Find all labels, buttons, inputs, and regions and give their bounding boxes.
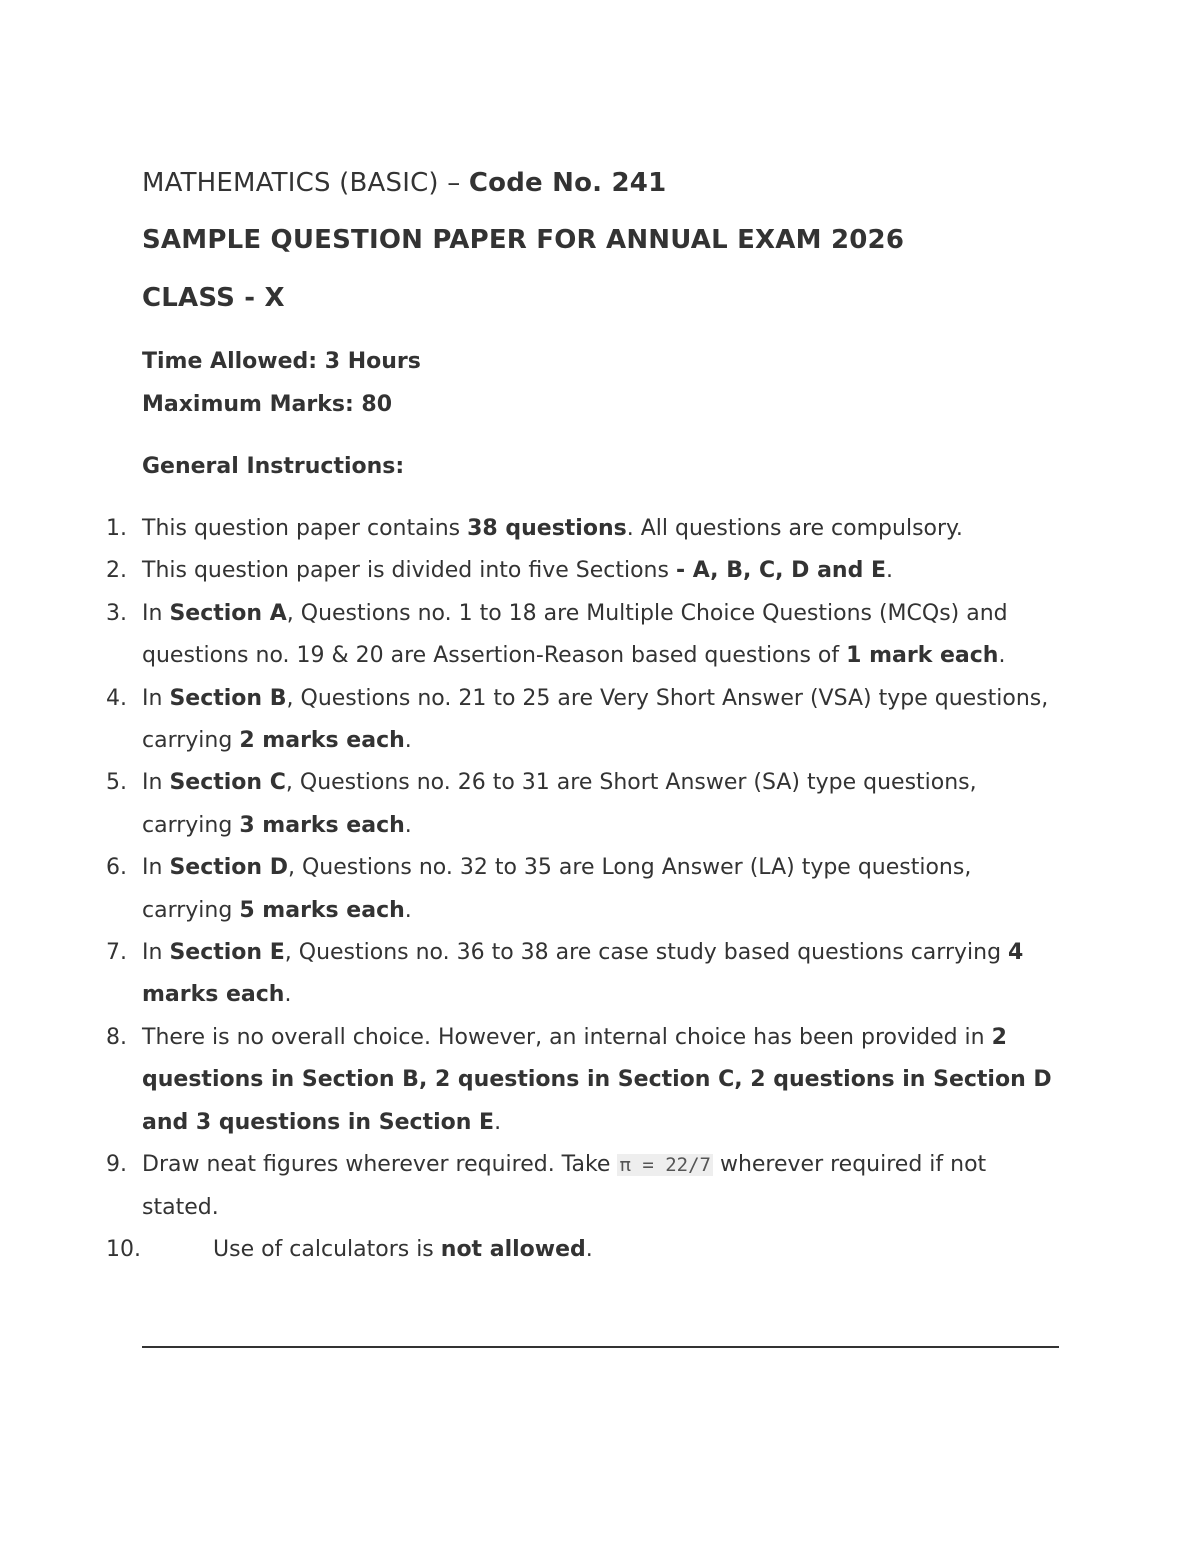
instruction-number: 4. — [106, 685, 127, 711]
instruction-number: 6. — [106, 855, 127, 881]
instruction-item — [0, 550, 1200, 592]
paper-title-subject: MATHEMATICS (BASIC) – — [142, 168, 469, 198]
time-allowed: Time Allowed: 3 Hours — [142, 349, 421, 374]
instruction-item — [0, 1017, 1200, 1144]
instruction-text: This question paper contains 38 questions. All questions are compulsory. — [142, 516, 963, 541]
instruction-text: In Section C, Questions no. 26 to 31 are Short Answer (SA) type questions, carrying 3 marks each. — [142, 770, 977, 838]
paper-subtitle: SAMPLE QUESTION PAPER FOR ANNUAL EXAM 2026 — [142, 225, 905, 255]
instruction-text: In Section D, Questions no. 32 to 35 are Long Answer (LA) type questions, carrying 5 marks each. — [142, 855, 972, 923]
instruction-number: 1. — [106, 516, 127, 541]
instruction-text: Use of calculators is not allowed. — [213, 1236, 593, 1262]
instructions-list — [0, 508, 1200, 1271]
instruction-number: 8. — [106, 1024, 127, 1050]
instruction-item — [0, 932, 1200, 1017]
instructions-heading: General Instructions: — [142, 454, 405, 479]
instruction-item — [0, 593, 1200, 678]
paper-title-code: Code No. 241 — [468, 168, 667, 198]
instruction-number: 7. — [106, 940, 127, 966]
paper-title — [142, 168, 666, 198]
maximum-marks: Maximum Marks: 80 — [142, 392, 393, 417]
instruction-item — [0, 1144, 1200, 1229]
instruction-item — [0, 508, 1200, 550]
instruction-item — [0, 678, 1200, 763]
instruction-text: In Section A, Questions no. 1 to 18 are Multiple Choice Questions (MCQs) and questions no. 19 & 20 are Assertion-Reason based questions of 1 mark each. — [142, 600, 1008, 669]
instruction-number: 2. — [106, 558, 127, 584]
instruction-text: In Section B, Questions no. 21 to 25 are Very Short Answer (VSA) type questions, carrying 2 marks each. — [142, 685, 1049, 754]
instruction-item — [0, 847, 1200, 932]
instruction-text: Draw neat figures wherever required. Take π = 22/7 wherever required if not stated. — [142, 1152, 987, 1220]
instruction-number: 10. — [106, 1236, 141, 1262]
instruction-text: There is no overall choice. However, an internal choice has been provided in 2 questions in Section B, 2 questions in Section C, 2 questions in Section D and 3 questions in Section E. — [142, 1024, 1052, 1135]
horizontal-divider — [142, 1346, 1059, 1348]
class-label: CLASS - X — [142, 283, 285, 313]
instruction-item — [0, 1229, 1200, 1271]
instruction-number: 9. — [106, 1152, 127, 1178]
instruction-item — [0, 762, 1200, 847]
pi-value-code: π = 22/7 — [619, 1154, 711, 1177]
instruction-text: This question paper is divided into five Sections - A, B, C, D and E. — [142, 558, 894, 584]
instruction-number: 3. — [106, 600, 127, 626]
instruction-text: In Section E, Questions no. 36 to 38 are case study based questions carrying 4 marks each. — [142, 940, 1024, 1008]
instruction-number: 5. — [106, 770, 127, 796]
